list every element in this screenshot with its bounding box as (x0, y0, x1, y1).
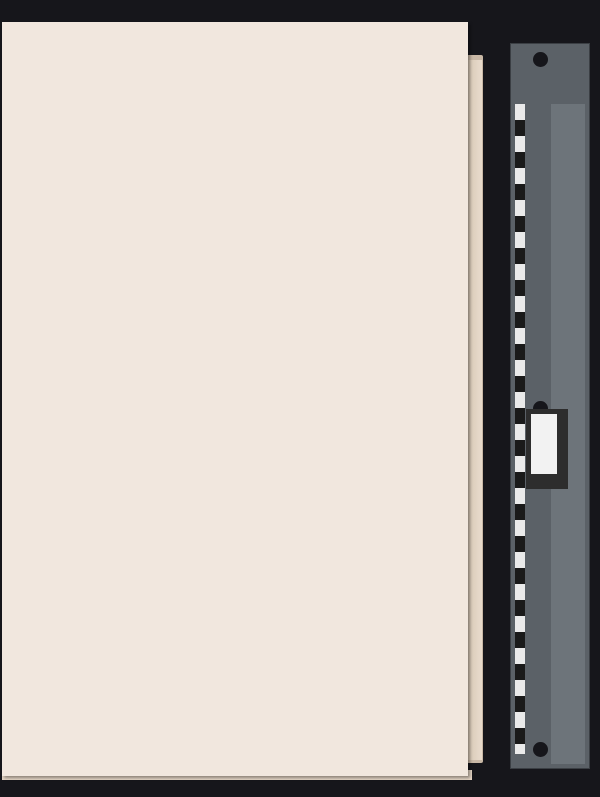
color-checker-card (510, 43, 590, 769)
ruler-scale (515, 104, 525, 754)
page-edge (468, 60, 482, 760)
logo-mark (531, 414, 557, 474)
document-page (2, 22, 468, 776)
card-hole (533, 52, 548, 67)
card-hole (533, 742, 548, 757)
